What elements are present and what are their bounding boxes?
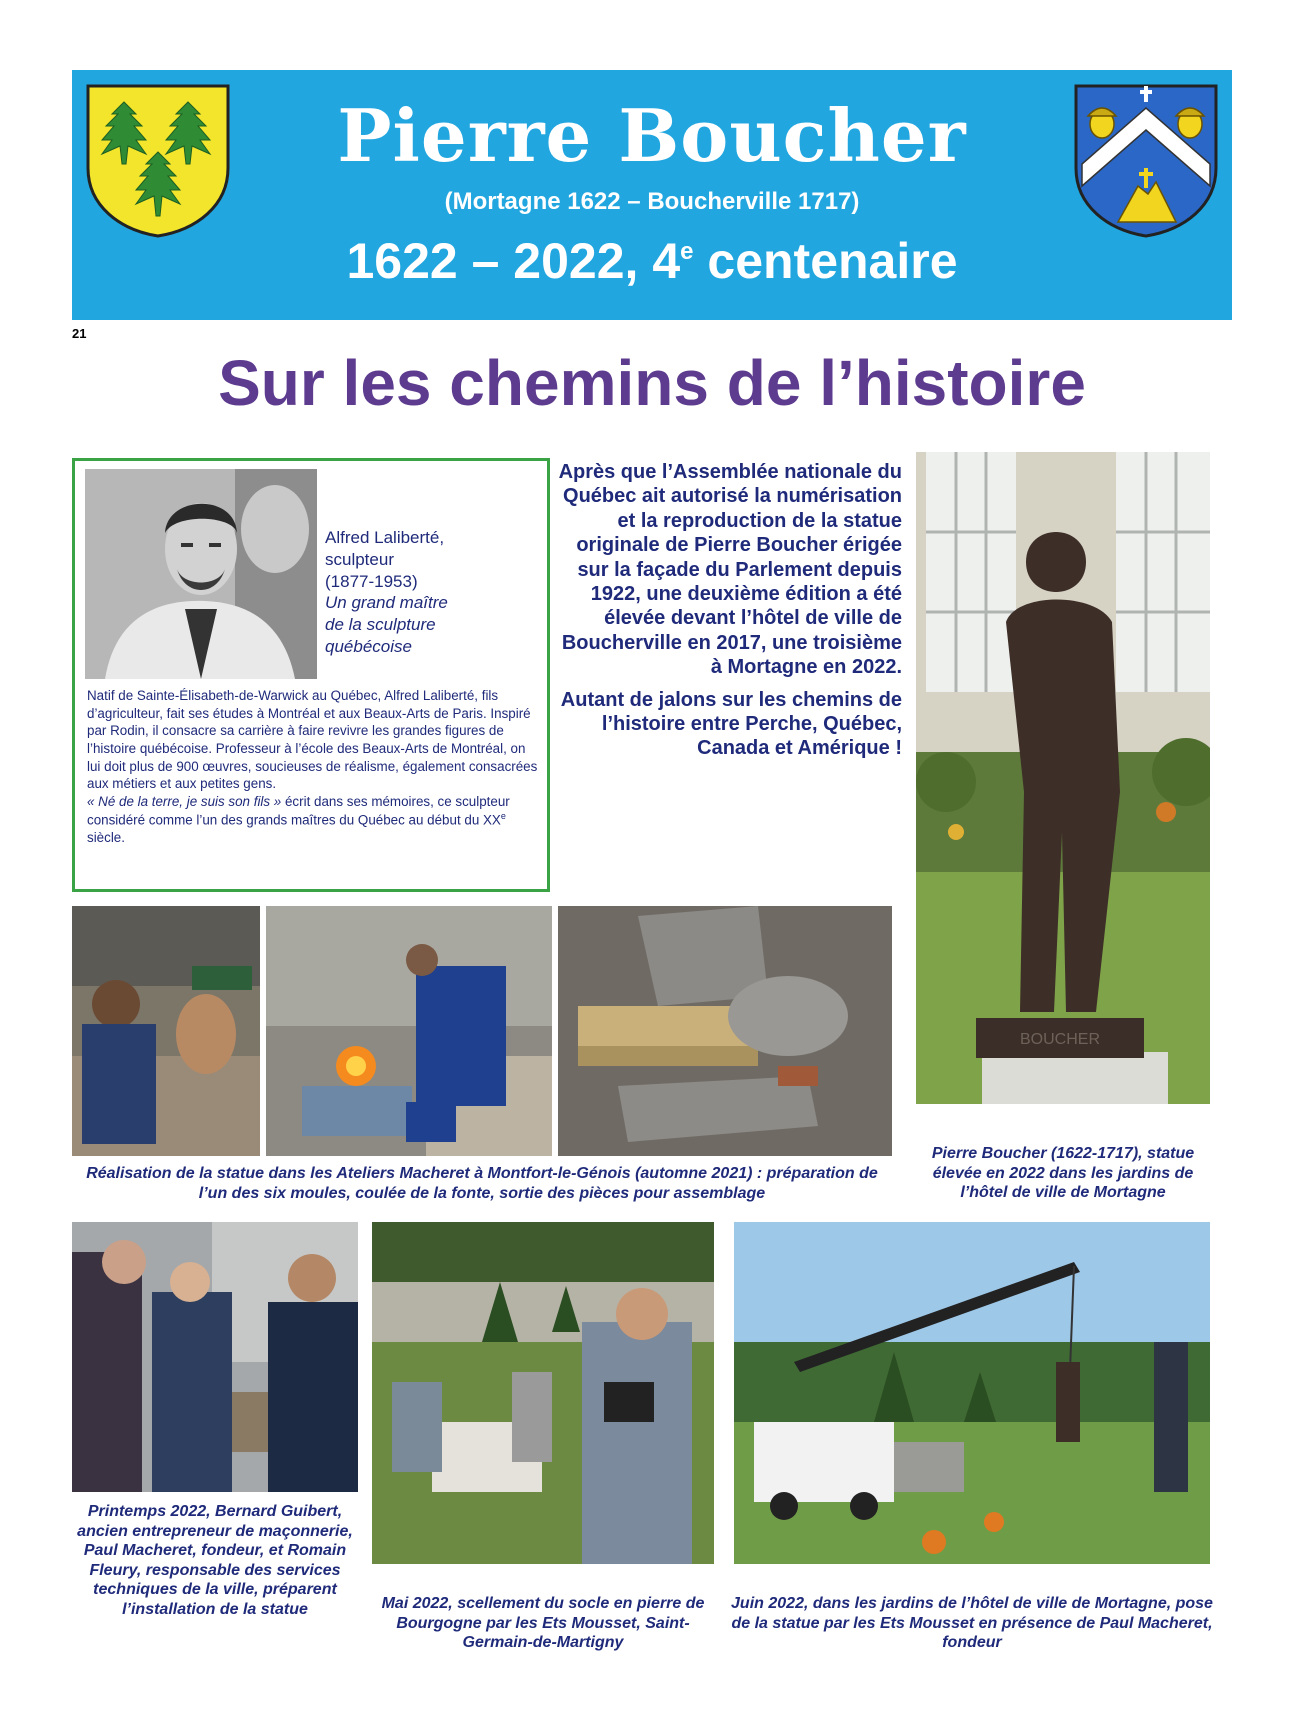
june-caption: Juin 2022, dans les jardins de l’hôtel de ville de Mortagne, pose de la statue par les Ets Mousset en présence de Paul Macheret, fondeur	[731, 1595, 1213, 1652]
header-subtitle: (Mortagne 1622 – Boucherville 1717)	[444, 188, 860, 215]
header-centenary: 1622 – 2022, 4e centenaire	[346, 233, 958, 289]
bio-role: sculpteur	[325, 549, 394, 569]
workshop-mould-photo	[72, 906, 260, 1156]
spring-preparation-photo	[72, 1222, 358, 1492]
statue-plinth-text: BOUCHER	[1019, 1031, 1101, 1048]
workshop-casting-photo	[266, 906, 552, 1156]
bio-tagline-line-2: de la sculpture	[325, 615, 436, 634]
acorn-chevron-coat-of-arms-icon	[1072, 82, 1220, 240]
main-title: Sur les chemins de l’histoire	[218, 347, 1086, 419]
bio-tagline-line-1: Un grand maître	[325, 593, 448, 613]
bio-paragraph: Natif de Sainte-Élisabeth-de-Warwick au Québec, Alfred Laliberté, fils d’agriculteur, fait ses études à Montréal et aux Beaux-Arts de Paris. Inspiré par Rodin, il consacre sa carrière à faire revivre les grandes figures de l’histoire québécoise. Professeur à l’école des Beaux-Arts de Montréal, on lui doit plus de 900 œuvres, soucieuses de réalisme, également consacrées aux métiers et aux petites gens.	[87, 688, 538, 792]
may-caption: Mai 2022, scellement du socle en pierre de Bourgogne par les Ets Mousset, Saint-Germain-de-Martigny	[381, 1595, 705, 1652]
workshop-pieces-photo	[558, 906, 892, 1156]
bio-years: (1877-1953)	[325, 571, 418, 591]
intro-text	[556, 460, 902, 769]
bio-box	[72, 458, 550, 892]
bio-quote: « Né de la terre, je suis son fils »	[87, 794, 282, 810]
spring-caption: Printemps 2022, Bernard Guibert, ancien entrepreneur de maçonnerie, Paul Macheret, fondeur, et Romain Fleury, responsable des services techniques de la ville, préparent l’installation de la statue	[77, 1503, 353, 1618]
bio-name: Alfred Laliberté,	[325, 528, 445, 547]
bio-text	[87, 687, 541, 847]
statue-caption: Pierre Boucher (1622-1717), statue élevée en 2022 dans les jardins de l’hôtel de ville de Mortagne	[931, 1145, 1195, 1202]
bio-tagline-line-3: québécoise	[325, 636, 412, 656]
laliberte-portrait-photo	[85, 469, 317, 679]
workshop-caption: Réalisation de la statue dans les Ateliers Macheret à Montfort-le-Génois (automne 2021) : préparation de l’un des six moules, coulée de la fonte, sortie des pièces pour assemblage	[86, 1165, 878, 1202]
statue-photo	[916, 452, 1210, 1104]
intro-paragraph-2: Autant de jalons sur les chemins de l’histoire entre Perche, Québec, Canada et Amérique !	[560, 688, 902, 760]
may-plinth-photo	[372, 1222, 714, 1564]
page-number: 21	[72, 326, 87, 341]
bio-quote-paragraph: « Né de la terre, je suis son fils » écrit dans ses mémoires, ce sculpteur considéré comme l’un des grands maîtres du Québec au début du XXe siècle.	[87, 794, 510, 845]
june-installation-photo	[734, 1222, 1210, 1564]
header-title: Pierre Boucher	[337, 93, 967, 178]
bio-name-block	[325, 527, 535, 658]
header-banner	[72, 70, 1232, 320]
intro-paragraph-1: Après que l’Assemblée nationale du Québec ait autorisé la numérisation et la reproduction de la statue originale de Pierre Boucher érigée sur la façade du Parlement depuis 1922, une deuxième édition a été élevée devant l’hôtel de ville de Boucherville en 2017, une troisième à Mortagne en 2022.	[558, 461, 902, 679]
